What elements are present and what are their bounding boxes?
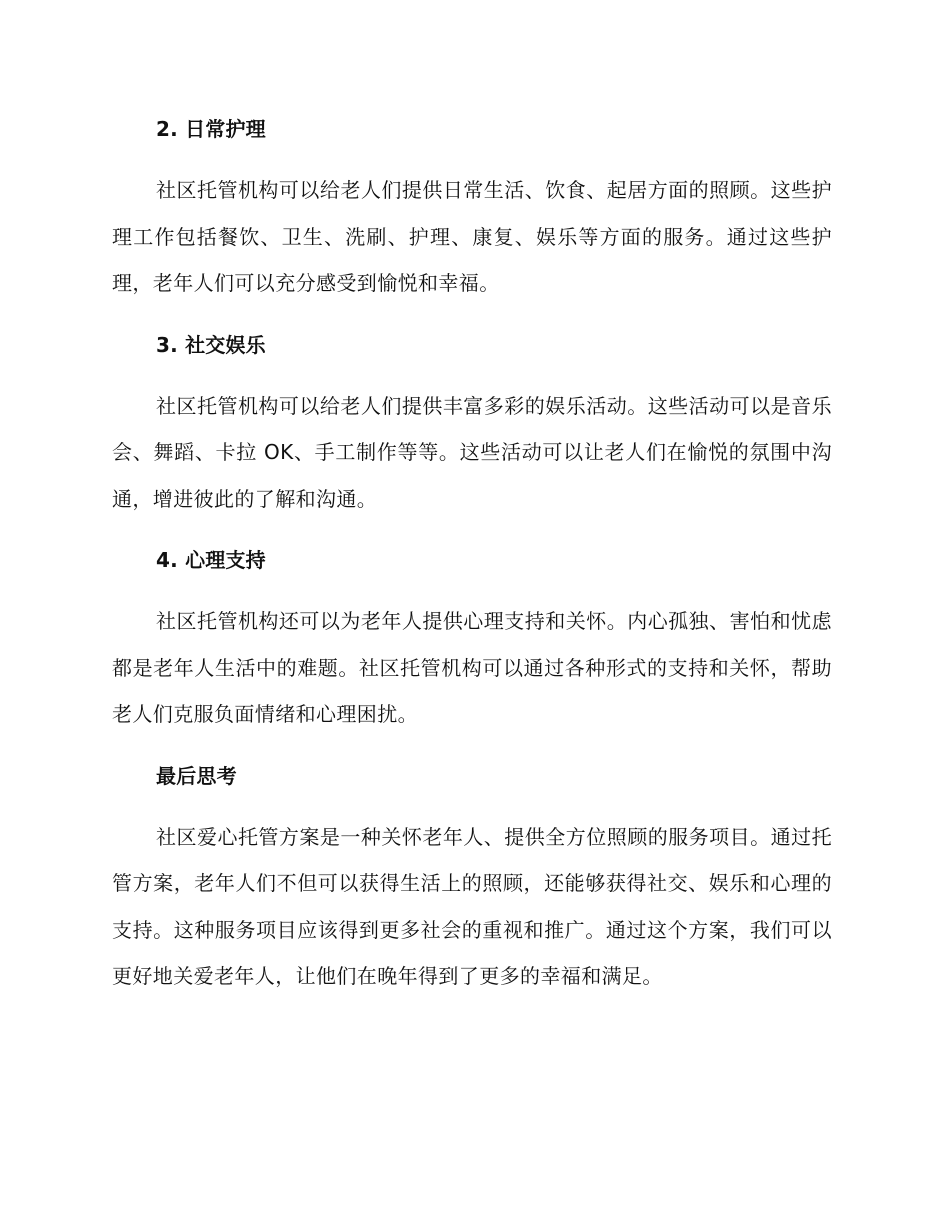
section-paragraph: 社区托管机构可以给老人们提供丰富多彩的娱乐活动。这些活动可以是音乐会、舞蹈、卡拉 OK、手工制作等等。这些活动可以让老人们在愉悦的氛围中沟通，增进彼此的了解和沟通。 [112,393,832,511]
document-content [112,113,832,1000]
section-heading: 4. 心理支持 [156,548,266,572]
section-heading: 3. 社交娱乐 [156,332,266,357]
section-psychological-support [112,544,832,738]
section-heading: 2. 日常护理 [156,117,266,141]
section-social-entertainment [112,329,832,523]
section-heading: 最后思考 [156,763,237,788]
section-final-thoughts [112,760,832,1000]
section-paragraph: 社区托管机构还可以为老年人提供心理支持和关怀。内心孤独、害怕和忧虑都是老年人生活中的难题。社区托管机构可以通过各种形式的支持和关怀，帮助老人们克服负面情绪和心理困扰。 [112,609,832,726]
section-paragraph: 社区爱心托管方案是一种关怀老年人、提供全方位照顾的服务项目。通过托管方案，老年人们不但可以获得生活上的照顾，还能够获得社交、娱乐和心理的支持。这种服务项目应该得到更多社会的重视和推广。通过这个方案，我们可以更好地关爱老年人，让他们在晚年得到了更多的幸福和满足。 [112,824,832,988]
section-daily-care [112,113,832,307]
section-paragraph: 社区托管机构可以给老人们提供日常生活、饮食、起居方面的照顾。这些护理工作包括餐饮、卫生、洗刷、护理、康复、娱乐等方面的服务。通过这些护理，老年人们可以充分感受到愉悦和幸福。 [112,178,832,295]
